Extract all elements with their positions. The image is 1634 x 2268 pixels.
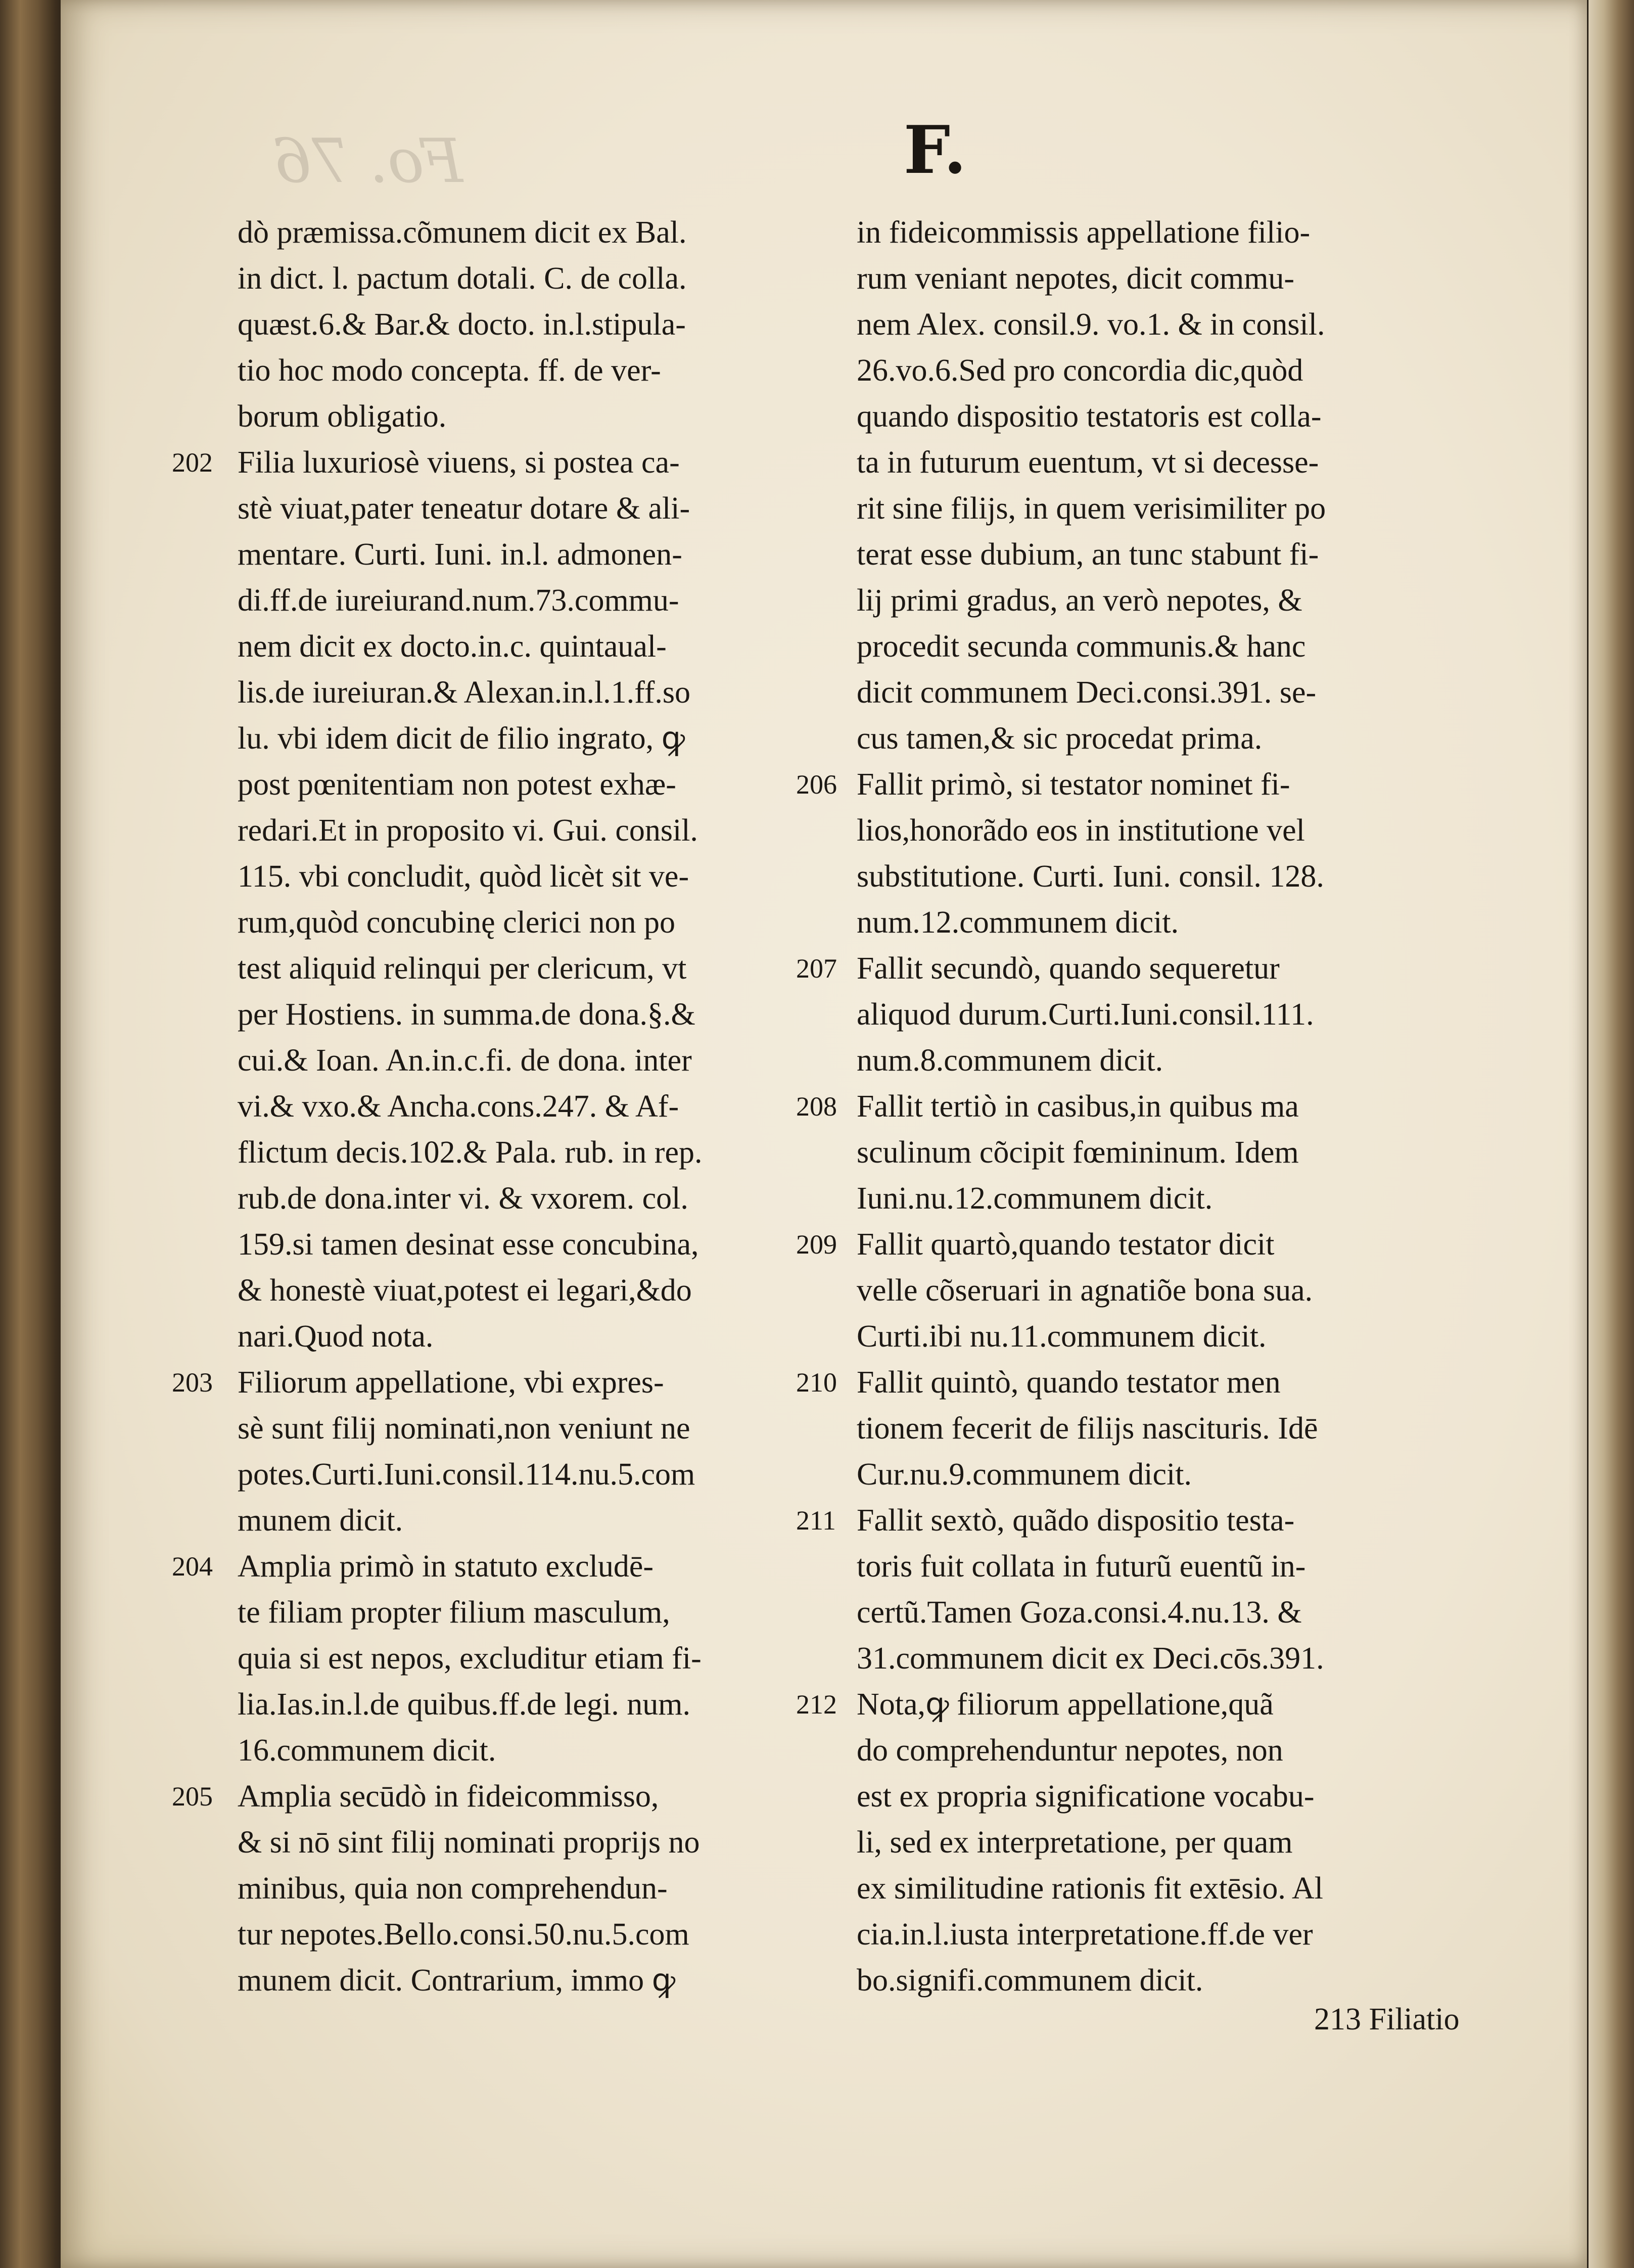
text-line: 159.si tamen desinat esse concubina, xyxy=(238,1227,699,1262)
entry-number: 212 xyxy=(796,1689,837,1720)
text-line: do comprehenduntur nepotes, non xyxy=(857,1733,1283,1768)
entry-212 xyxy=(796,1682,1499,2004)
text-line: ta in futurum euentum, vt si decesse- xyxy=(857,445,1319,480)
entry-number: 208 xyxy=(796,1091,837,1122)
text-line: bo.signifi.communem dicit. xyxy=(857,1963,1203,1998)
text-line: aliquod durum.Curti.Iuni.consil.111. xyxy=(857,997,1314,1032)
text-line: in fideicommissis appellatione filio- xyxy=(857,215,1311,250)
text-line: velle cõseruari in agnatiõe bona sua. xyxy=(857,1273,1313,1308)
text-line: cia.in.l.iusta interpretatione.ff.de ver xyxy=(857,1917,1313,1952)
text-line: rum,quòd concubinę clerici non po xyxy=(238,905,676,940)
entry-209 xyxy=(796,1222,1499,1360)
text-line: rum veniant nepotes, dicit commu- xyxy=(857,261,1295,296)
entry-204 xyxy=(172,1544,869,1774)
text-line: Fallit tertiò in casibus,in quibus ma xyxy=(857,1089,1299,1124)
entry-number: 204 xyxy=(172,1551,213,1582)
text-line: test aliquid relinqui per clericum, vt xyxy=(238,951,687,986)
text-line: Cur.nu.9.communem dicit. xyxy=(857,1457,1192,1492)
text-line: sè sunt filij nominati,non veniunt ne xyxy=(238,1411,690,1446)
text-line: lia.Ias.in.l.de quibus.ff.de legi. num. xyxy=(238,1687,690,1722)
text-line: nari.Quod nota. xyxy=(238,1319,434,1354)
text-line: & si nō sint filij nominati proprijs no xyxy=(238,1825,700,1860)
text-line: Fallit quintò, quando testator men xyxy=(857,1365,1281,1400)
text-line: 16.communem dicit. xyxy=(238,1733,496,1768)
entry-number: 210 xyxy=(796,1367,837,1398)
entry-202 xyxy=(172,440,869,1360)
text-line: Fallit sextò, quãdo dispositio testa- xyxy=(857,1503,1295,1538)
text-line: dicit communem Deci.consi.391. se- xyxy=(857,675,1317,710)
text-line: lij primi gradus, an verò nepotes, & xyxy=(857,583,1302,618)
page-fore-edge xyxy=(1589,0,1634,2268)
entry-208 xyxy=(796,1084,1499,1222)
text-line: num.12.communem dicit. xyxy=(857,905,1179,940)
catchword: 213 Filiatio xyxy=(1314,2002,1460,2036)
text-line: Fallit primò, si testator nominet fi- xyxy=(857,767,1290,802)
text-line: cus tamen,& sic procedat prima. xyxy=(857,721,1263,756)
text-line: lios,honorãdo eos in institutione vel xyxy=(857,813,1305,848)
entry-205 xyxy=(172,1774,869,2004)
text-line: te filiam propter filium masculum, xyxy=(238,1595,670,1630)
entry-number: 202 xyxy=(172,447,213,478)
text-line: tionem fecerit de filijs nascituris. Idē xyxy=(857,1411,1318,1446)
text-line: post pœnitentiam non potest exhæ- xyxy=(238,767,676,802)
text-line: substitutione. Curti. Iuni. consil. 128. xyxy=(857,859,1324,894)
text-line: ex similitudine rationis fit extēsio. Al xyxy=(857,1871,1324,1906)
text-line: redari.Et in proposito vi. Gui. consil. xyxy=(238,813,698,848)
text-line: certũ.Tamen Goza.consi.4.nu.13. & xyxy=(857,1595,1302,1630)
text-line: Amplia primò in statuto excludē- xyxy=(238,1549,654,1584)
entry-number: 205 xyxy=(172,1781,213,1812)
page-header-letter: F. xyxy=(903,111,967,189)
text-line: Fallit secundò, quando sequeretur xyxy=(857,951,1280,986)
text-line: stè viuat,pater teneatur dotare & ali- xyxy=(238,491,690,526)
entry-207 xyxy=(796,946,1499,1084)
text-line: 26.vo.6.Sed pro concordia dic,quòd xyxy=(857,353,1303,388)
text-line: sculinum cõcipit fœmininum. Idem xyxy=(857,1135,1299,1170)
text-line: procedit secunda communis.& hanc xyxy=(857,629,1306,664)
text-line: li, sed ex interpretatione, per quam xyxy=(857,1825,1293,1860)
text-line: borum obligatio. xyxy=(238,399,447,434)
text-line: per Hostiens. in summa.de dona.§.& xyxy=(238,997,695,1032)
text-line: nem Alex. consil.9. vo.1. & in consil. xyxy=(857,307,1325,342)
text-line: cui.& Ioan. An.in.c.fi. de dona. inter xyxy=(238,1043,692,1078)
text-line: & honestè viuat,potest ei legari,&do xyxy=(238,1273,692,1308)
text-line: est ex propria significatione vocabu- xyxy=(857,1779,1315,1814)
entry-206 xyxy=(796,762,1499,946)
entry-number: 211 xyxy=(796,1505,836,1536)
text-line: Iuni.nu.12.communem dicit. xyxy=(857,1181,1213,1216)
text-line: mentare. Curti. Iuni. in.l. admonen- xyxy=(238,537,682,572)
entry-number: 207 xyxy=(796,953,837,984)
text-line: Nota,ꝙ filiorum appellatione,quã xyxy=(857,1687,1274,1722)
text-line: rub.de dona.inter vi. & vxorem. col. xyxy=(238,1181,688,1216)
text-line: munem dicit. xyxy=(238,1503,403,1538)
entry-number: 209 xyxy=(796,1229,837,1260)
text-line: toris fuit collata in futurũ euentũ in- xyxy=(857,1549,1306,1584)
text-line: Curti.ibi nu.11.communem dicit. xyxy=(857,1319,1267,1354)
text-line: in dict. l. pactum dotali. C. de colla. xyxy=(238,261,687,296)
text-line: minibus, quia non comprehendun- xyxy=(238,1871,668,1906)
right-column xyxy=(796,210,1499,2004)
text-line: 31.communem dicit ex Deci.cōs.391. xyxy=(857,1641,1324,1676)
text-line: vi.& vxo.& Ancha.cons.247. & Af- xyxy=(238,1089,679,1124)
entry-number: 206 xyxy=(796,769,837,800)
text-line: munem dicit. Contrarium, immo ꝙ xyxy=(238,1963,676,1998)
text-line: rit sine filijs, in quem verisimiliter po xyxy=(857,491,1326,526)
text-line: Fallit quartò,quando testator dicit xyxy=(857,1227,1275,1262)
text-line: Amplia secūdò in fideicommisso, xyxy=(238,1779,659,1814)
text-line: quæst.6.& Bar.& docto. in.l.stipula- xyxy=(238,307,686,342)
entry-continuation xyxy=(857,210,1499,762)
text-line: Filiorum appellatione, vbi expres- xyxy=(238,1365,664,1400)
text-line: Filia luxuriosè viuens, si postea ca- xyxy=(238,445,680,480)
text-line: quando dispositio testatoris est colla- xyxy=(857,399,1322,434)
entry-number: 203 xyxy=(172,1367,213,1398)
show-through-text: Fo. 76 xyxy=(273,126,463,197)
text-line: lis.de iureiuran.& Alexan.in.l.1.ff.so xyxy=(238,675,690,710)
text-line: nem dicit ex docto.in.c. quintaual- xyxy=(238,629,667,664)
text-line: num.8.communem dicit. xyxy=(857,1043,1163,1078)
text-line: terat esse dubium, an tunc stabunt fi- xyxy=(857,537,1319,572)
text-line: tur nepotes.Bello.consi.50.nu.5.com xyxy=(238,1917,689,1952)
entry-203 xyxy=(172,1360,869,1544)
text-line: quia si est nepos, excluditur etiam fi- xyxy=(238,1641,702,1676)
text-line: dò præmissa.cõmunem dicit ex Bal. xyxy=(238,215,687,250)
text-line: 115. vbi concludit, quòd licèt sit ve- xyxy=(238,859,689,894)
left-column xyxy=(172,210,869,2004)
text-line: potes.Curti.Iuni.consil.114.nu.5.com xyxy=(238,1457,695,1492)
text-line: di.ff.de iureiurand.num.73.commu- xyxy=(238,583,679,618)
entry-210 xyxy=(796,1360,1499,1498)
entry-211 xyxy=(796,1498,1499,1682)
text-line: tio hoc modo concepta. ff. de ver- xyxy=(238,353,661,388)
text-line: flictum decis.102.& Pala. rub. in rep. xyxy=(238,1135,703,1170)
text-line: lu. vbi idem dicit de filio ingrato, ꝙ xyxy=(238,721,685,756)
entry-continuation xyxy=(238,210,869,440)
